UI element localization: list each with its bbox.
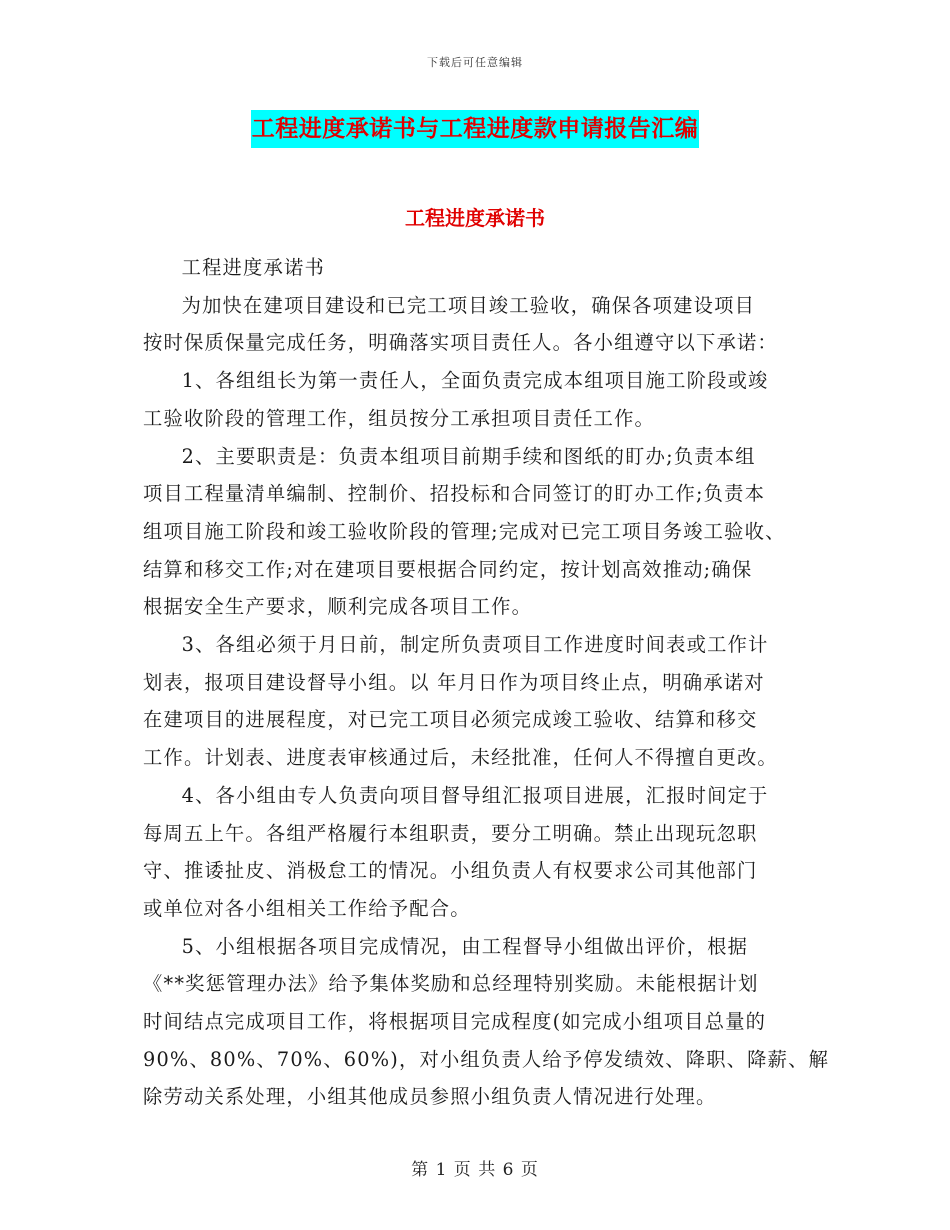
paragraph-item-4: [143, 777, 807, 928]
paragraph-intro: [143, 287, 807, 362]
paragraph-line: 工验收阶段的管理工作，组员按分工承担项目责任工作。: [143, 406, 656, 430]
paragraph-line: 1、各组组长为第一责任人，全面负责完成本组项目施工阶段或竣: [181, 369, 769, 393]
paragraph-line: 根据安全生产要求，顺利完成各项目工作。: [143, 595, 533, 619]
paragraph-line: 除劳动关系处理，小组其他成员参照小组负责人情况进行处理。: [143, 1085, 717, 1109]
paragraph-line: 90%、80%、70%、60%)，对小组负责人给予停发绩效、降职、降薪、解: [143, 1047, 830, 1071]
main-title-wrapper: [0, 110, 950, 148]
paragraph-line: 组项目施工阶段和竣工验收阶段的管理;完成对已完工项目务竣工验收、: [143, 519, 786, 543]
paragraph-item-3: [143, 626, 807, 777]
paragraph-line: 结算和移交工作;对在建项目要根据合同约定，按计划高效推动;确保: [143, 557, 753, 581]
paragraph-heading: [143, 249, 807, 287]
page-footer: 第 1 页 共 6 页: [411, 1160, 539, 1180]
paragraph-line: 2、主要职责是：负责本组项目前期手续和图纸的盯办;负责本组: [181, 444, 756, 468]
paragraph-line: 5、小组根据各项目完成情况，由工程督导小组做出评价，根据: [181, 934, 749, 958]
paragraph-line: 《**奖惩管理办法》给予集体奖励和总经理特别奖励。未能根据计划: [143, 972, 759, 996]
paragraph-line: 守、推诿扯皮、消极怠工的情况。小组负责人有权要求公司其他部门: [143, 859, 758, 883]
paragraph-line: 4、各小组由专人负责向项目督导组汇报项目进展，汇报时间定于: [181, 783, 769, 807]
paragraph-line: 工程进度承诺书: [181, 256, 325, 279]
paragraph-line: 工作。计划表、进度表审核通过后，未经批准，任何人不得擅自更改。: [143, 746, 778, 770]
paragraph-line: 在建项目的进展程度，对已完工项目必须完成竣工验收、结算和移交: [143, 708, 758, 732]
paragraph-line: 或单位对各小组相关工作给予配合。: [143, 896, 471, 920]
paragraph-line: 项目工程量清单编制、控制价、招投标和合同签订的盯办工作;负责本: [143, 482, 766, 506]
section-title: 工程进度承诺书: [405, 206, 545, 230]
paragraph-line: 时间结点完成项目工作，将根据项目完成程度(如完成小组项目总量的: [143, 1010, 767, 1034]
paragraph-line: 为加快在建项目建设和已完工项目竣工验收，确保各项建设项目: [181, 293, 756, 317]
paragraph-item-5: [143, 928, 830, 1117]
main-title: 工程进度承诺书与工程进度款申请报告汇编: [251, 110, 700, 148]
paragraph-line: 按时保质保量完成任务，明确落实项目责任人。各小组遵守以下承诺：: [143, 331, 778, 355]
header-note: 下载后可任意编辑: [427, 56, 523, 69]
paragraph-item-1: [143, 362, 807, 437]
paragraph-item-2: [143, 438, 807, 627]
paragraph-line: 3、各组必须于月日前，制定所负责项目工作进度时间表或工作计: [181, 633, 769, 657]
document-body: [143, 249, 830, 1116]
paragraph-line: 划表，报项目建设督导小组。以 年月日作为项目终止点，明确承诺对: [143, 670, 765, 694]
paragraph-line: 每周五上午。各组严格履行本组职责，要分工明确。禁止出现玩忽职: [143, 821, 758, 845]
